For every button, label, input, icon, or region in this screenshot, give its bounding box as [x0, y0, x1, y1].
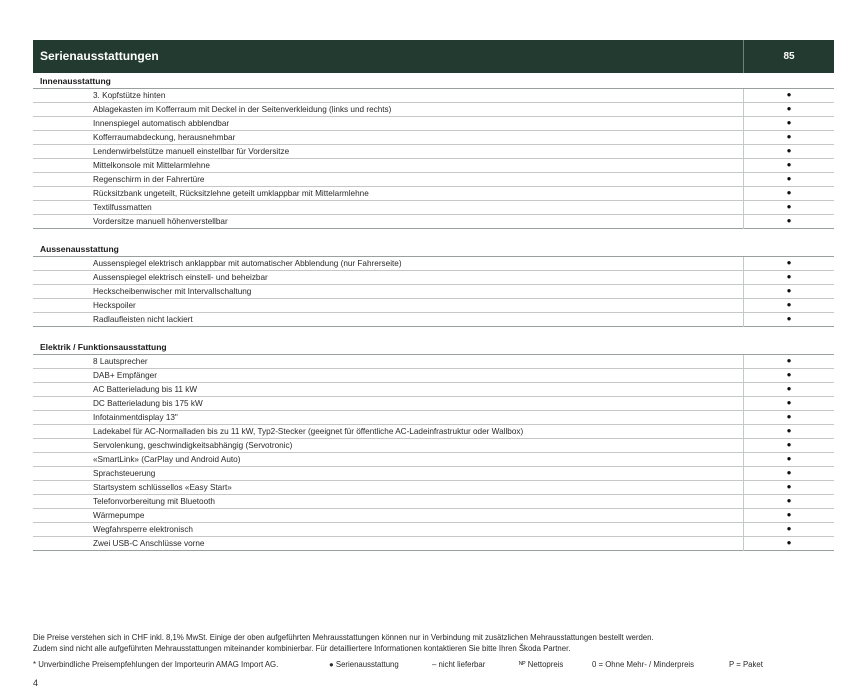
equipment-label: Sprachsteuerung [93, 469, 156, 478]
standard-bullet-icon: ● [786, 216, 792, 225]
standard-bullet-icon: ● [786, 440, 792, 449]
legend-standard: ● Serienausstattung [329, 660, 399, 669]
standard-bullet-icon: ● [786, 258, 792, 267]
standard-bullet-icon: ● [786, 510, 792, 519]
equipment-label: Infotainmentdisplay 13" [93, 413, 178, 422]
section-2 [33, 340, 834, 551]
legend-package: P = Paket [729, 660, 763, 669]
table-row [33, 215, 834, 229]
equipment-label: Lendenwirbelstütze manuell einstellbar für Vordersitze [93, 147, 290, 156]
equipment-label: 8 Lautsprecher [93, 357, 148, 366]
standard-bullet-icon: ● [786, 468, 792, 477]
table-row [33, 131, 834, 145]
standard-bullet-icon: ● [786, 412, 792, 421]
table-row [33, 369, 834, 383]
table-row [33, 411, 834, 425]
equipment-label: Aussenspiegel elektrisch einstell- und beheizbar [93, 273, 268, 282]
equipment-label: AC Batterieladung bis 11 kW [93, 385, 198, 394]
equipment-label: Startsystem schlüssellos «Easy Start» [93, 483, 232, 492]
legend-recommended-price: * Unverbindliche Preisempfehlungen der Importeurin AMAG Import AG. [33, 660, 279, 669]
equipment-label: Heckspoiler [93, 301, 136, 310]
standard-bullet-icon: ● [786, 454, 792, 463]
table-row [33, 145, 834, 159]
equipment-label: «SmartLink» (CarPlay und Android Auto) [93, 455, 241, 464]
section-0 [33, 74, 834, 229]
table-row [33, 201, 834, 215]
table-row [33, 257, 834, 271]
standard-bullet-icon: ● [786, 314, 792, 323]
equipment-label: 3. Kopfstütze hinten [93, 91, 166, 100]
standard-bullet-icon: ● [786, 300, 792, 309]
legend-no-extra-price: 0 = Ohne Mehr- / Minderpreis [592, 660, 695, 669]
table-row [33, 103, 834, 117]
table-row [33, 397, 834, 411]
section-header [33, 40, 834, 73]
standard-bullet-icon: ● [786, 482, 792, 491]
equipment-label: Ablagekasten im Kofferraum mit Deckel in der Seitenverkleidung (links und rechts) [93, 105, 392, 114]
standard-bullet-icon: ● [786, 524, 792, 533]
table-row [33, 453, 834, 467]
footer-line-2: Zudem sind nicht alle aufgeführten Mehrausstattungen miteinander kombinierbar. Für detailliertere Informationen kontaktieren Sie bitte Ihren Škoda Partner. [33, 643, 571, 653]
standard-bullet-icon: ● [786, 202, 792, 211]
table-row [33, 271, 834, 285]
standard-bullet-icon: ● [786, 174, 792, 183]
equipment-label: DC Batterieladung bis 175 kW [93, 399, 203, 408]
standard-bullet-icon: ● [786, 146, 792, 155]
table-row [33, 89, 834, 103]
section-title: Aussenausstattung [33, 242, 834, 257]
table-row [33, 285, 834, 299]
standard-bullet-icon: ● [786, 398, 792, 407]
model-code: 85 [783, 51, 795, 62]
equipment-label: Servolenkung, geschwindigkeitsabhängig (Servotronic) [93, 441, 293, 450]
standard-bullet-icon: ● [786, 496, 792, 505]
table-row [33, 355, 834, 369]
equipment-label: Rücksitzbank ungeteilt, Rücksitzlehne geteilt umklappbar mit Mittelarmlehne [93, 189, 369, 198]
standard-bullet-icon: ● [786, 188, 792, 197]
table-row [33, 117, 834, 131]
section-1 [33, 242, 834, 327]
equipment-label: Vordersitze manuell höhenverstellbar [93, 217, 228, 226]
table-row [33, 439, 834, 453]
table-row [33, 467, 834, 481]
equipment-label: DAB+ Empfänger [93, 371, 157, 380]
standard-bullet-icon: ● [786, 370, 792, 379]
equipment-label: Aussenspiegel elektrisch anklappbar mit automatischer Abblendung (nur Fahrerseite) [93, 259, 402, 268]
section-title: Elektrik / Funktionsausstattung [33, 340, 834, 355]
equipment-label: Wärmepumpe [93, 511, 145, 520]
standard-bullet-icon: ● [786, 356, 792, 365]
table-row [33, 425, 834, 439]
section-title: Innenausstattung [33, 74, 834, 89]
legend [33, 659, 833, 670]
standard-bullet-icon: ● [786, 538, 792, 547]
table-row [33, 481, 834, 495]
footer-note [33, 633, 833, 654]
table-row [33, 495, 834, 509]
table-row [33, 537, 834, 551]
standard-bullet-icon: ● [786, 90, 792, 99]
equipment-label: Regenschirm in der Fahrertüre [93, 175, 205, 184]
legend-not-available: – nicht lieferbar [432, 660, 486, 669]
standard-bullet-icon: ● [786, 286, 792, 295]
equipment-label: Textilfussmatten [93, 203, 152, 212]
standard-bullet-icon: ● [786, 272, 792, 281]
standard-bullet-icon: ● [786, 160, 792, 169]
equipment-label: Innenspiegel automatisch abblendbar [93, 119, 230, 128]
equipment-label: Mittelkonsole mit Mittelarmlehne [93, 161, 210, 170]
table-row [33, 523, 834, 537]
table-row [33, 313, 834, 327]
equipment-label: Wegfahrsperre elektronisch [93, 525, 193, 534]
equipment-label: Telefonvorbereitung mit Bluetooth [93, 497, 215, 506]
legend-net-price: ᴺᴾ Nettopreis [519, 660, 564, 669]
equipment-label: Zwei USB-C Anschlüsse vorne [93, 539, 205, 548]
equipment-label: Radlaufleisten nicht lackiert [93, 315, 193, 324]
table-row [33, 159, 834, 173]
standard-bullet-icon: ● [786, 118, 792, 127]
standard-bullet-icon: ● [786, 132, 792, 141]
page-number: 4 [33, 678, 39, 688]
table-row [33, 173, 834, 187]
standard-bullet-icon: ● [786, 384, 792, 393]
equipment-label: Heckscheibenwischer mit Intervallschaltung [93, 287, 252, 296]
equipment-label: Kofferraumabdeckung, herausnehmbar [93, 133, 236, 142]
table-row [33, 383, 834, 397]
footer-line-1: Die Preise verstehen sich in CHF inkl. 8,1% MwSt. Einige der oben aufgeführten Mehrausstattungen können nur in Verbindung mit zusätzlichen Mehrausstattungen bestellt werden. [33, 633, 654, 642]
equipment-label: Ladekabel für AC-Normalladen bis zu 11 kW, Typ2-Stecker (geeignet für öffentliche AC-Ladeinfrastruktur oder Wallbox) [93, 427, 524, 436]
standard-bullet-icon: ● [786, 104, 792, 113]
table-row [33, 509, 834, 523]
table-row [33, 187, 834, 201]
standard-bullet-icon: ● [786, 426, 792, 435]
page-title: Serienausstattungen [40, 49, 159, 63]
table-row [33, 299, 834, 313]
